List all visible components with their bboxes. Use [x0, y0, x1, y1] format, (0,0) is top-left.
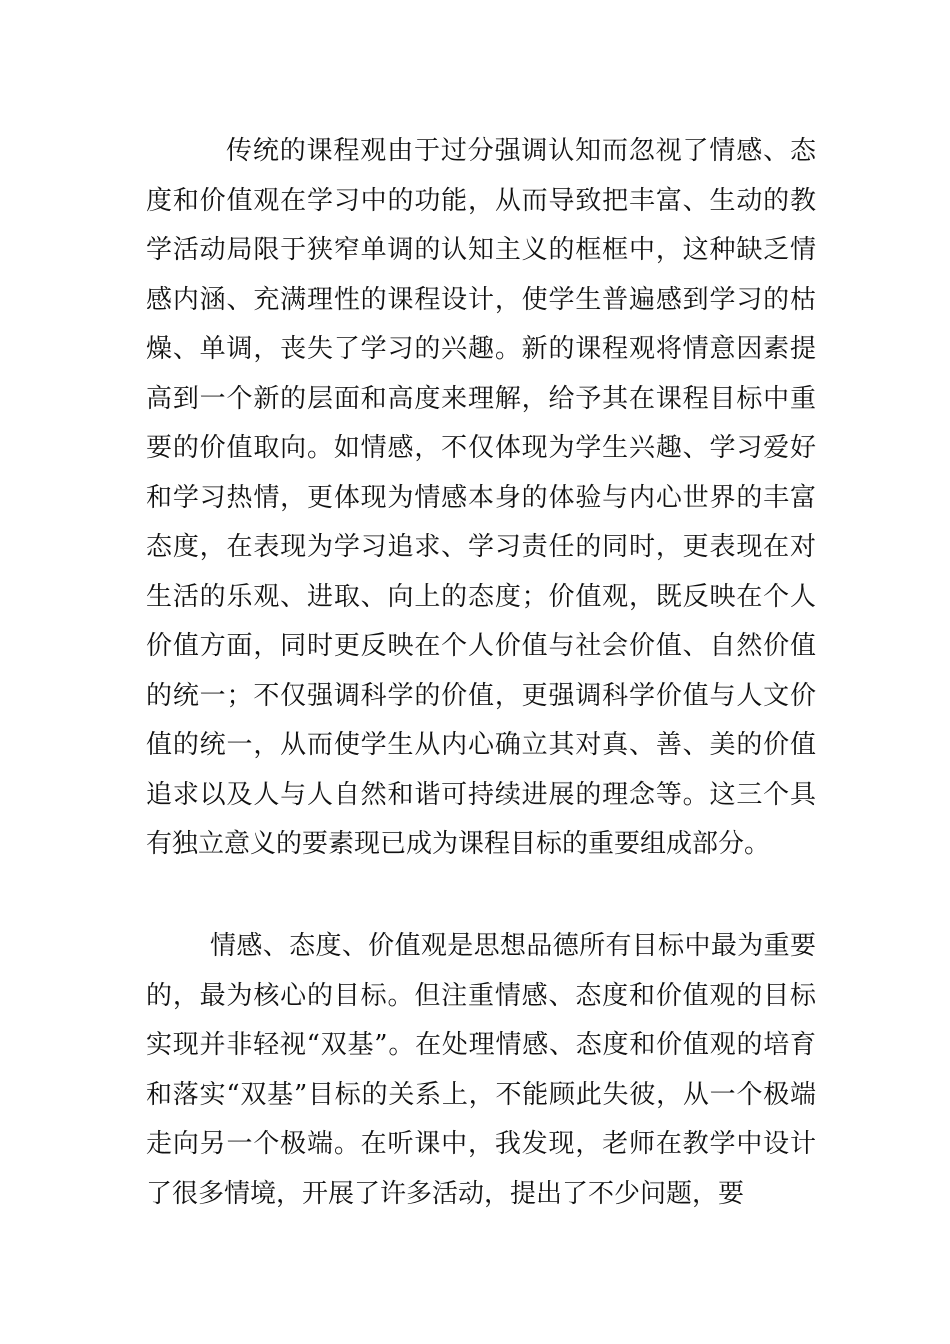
paragraph-1: 传统的课程观由于过分强调认知而忽视了情感、态度和价值观在学习中的功能，从而导致把丰富、生动的教学活动局限于狭窄单调的认知主义的框框中，这种缺乏情感内涵、充满理性的课程设计，使学生普遍感到学习的枯燥、单调，丧失了学习的兴趣。新的课程观将情意因素提高到一个新的层面和高度来理解，给予其在课程目标中重要的价值取向。如情感，不仅体现为学生兴趣、学习爱好和学习热情，更体现为情感本身的体验与内心世界的丰富态度，在表现为学习追求、学习责任的同时，更表现在对生活的乐观、进取、向上的态度；价值观，既反映在个人价值方面，同时更反映在个人价值与社会价值、自然价值的统一；不仅强调科学的价值，更强调科学价值与人文价值的统一，从而使学生从内心确立其对真、善、美的价值追求以及人与人自然和谐可持续进展的理念等。这三个具有独立意义的要素现已成为课程目标的重要组成部分。 [146, 136, 816, 859]
paragraph-2: 情感、态度、价值观是思想品德所有目标中最为重要的，最为核心的目标。但注重情感、态度和价值观的目标实现并非轻视“双基”。在处理情感、态度和价值观的培育和落实“双基”目标的关系上，不能顾此失彼，从一个极端走向另一个极端。在听课中，我发现，老师在教学中设计了很多情境，开展了许多活动，提出了不少问题，要 [146, 931, 816, 1209]
